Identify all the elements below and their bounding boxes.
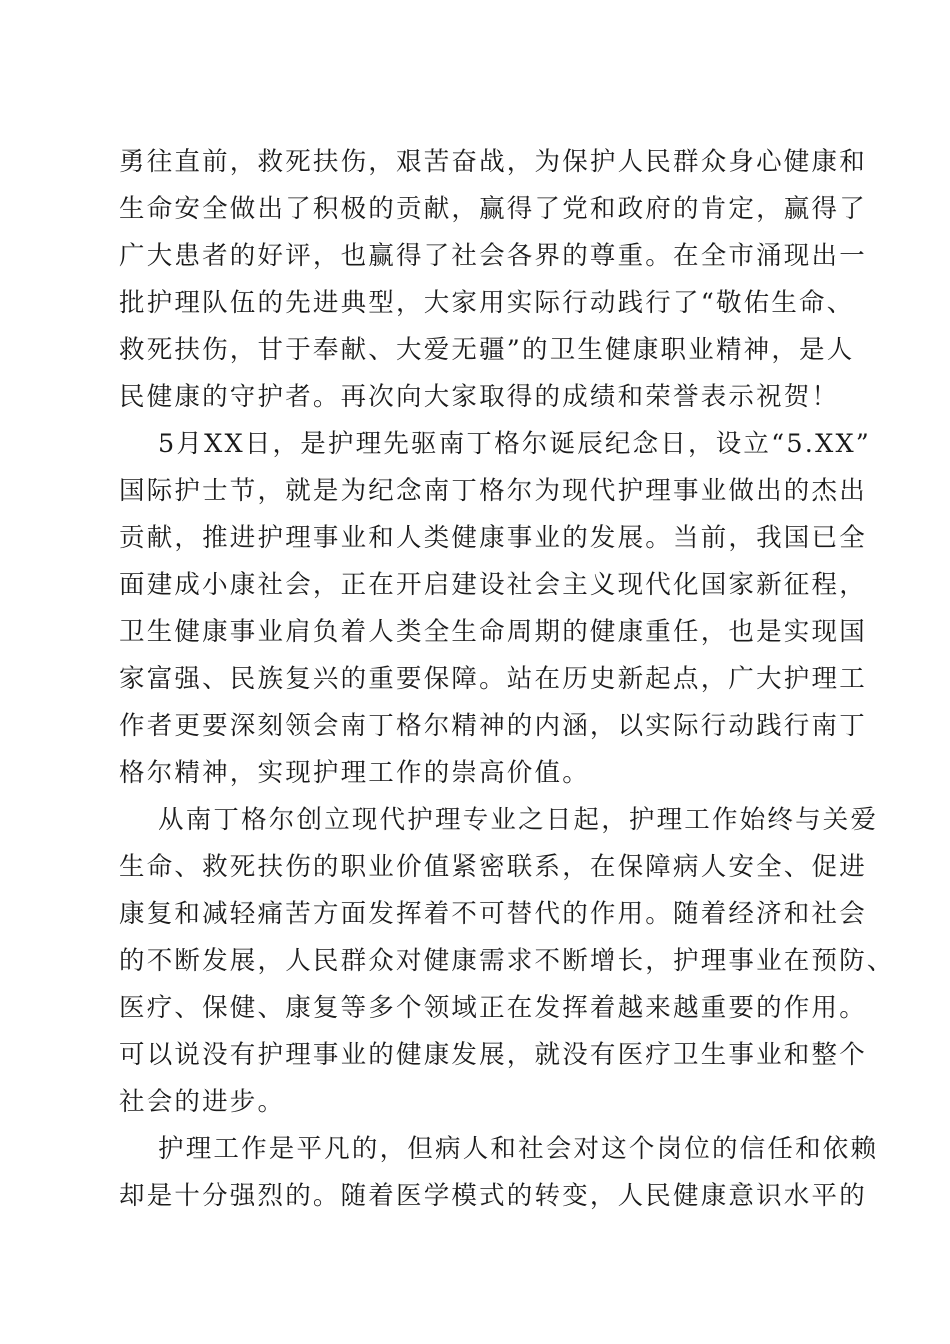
text-line: 生命、救死扶伤的职业价值紧密联系，在保障病人安全、促进 [119, 852, 867, 882]
text-line: 可以说没有护理事业的健康发展，就没有医疗卫生事业和整个 [119, 1040, 867, 1070]
text-line: 广大患者的好评，也赢得了社会各界的尊重。在全市涌现出一 [119, 241, 867, 271]
text-line: 面建成小康社会，正在开启建设社会主义现代化国家新征程， [119, 570, 867, 600]
text-line: 生命安全做出了积极的贡献，赢得了党和政府的肯定，赢得了 [119, 194, 867, 224]
text-line: 康复和减轻痛苦方面发挥着不可替代的作用。随着经济和社会 [119, 899, 867, 929]
text-line: 护理工作是平凡的，但病人和社会对这个岗位的信任和依赖 [158, 1134, 879, 1164]
text-line: 从南丁格尔创立现代护理专业之日起，护理工作始终与关爱 [158, 805, 879, 835]
text-line: 家富强、民族复兴的重要保障。站在历史新起点，广大护理工 [119, 664, 867, 694]
text-line: 批护理队伍的先进典型，大家用实际行动践行了“敬佑生命、 [119, 288, 855, 318]
text-line: 救死扶伤，甘于奉献、大爱无疆”的卫生健康职业精神，是人 [119, 335, 855, 365]
text-line: 的不断发展，人民群众对健康需求不断增长，护理事业在预防、 [119, 946, 895, 976]
text-line: 作者更要深刻领会南丁格尔精神的内涵，以实际行动践行南丁 [119, 711, 867, 741]
text-line: 国际护士节，就是为纪念南丁格尔为现代护理事业做出的杰出 [119, 476, 867, 506]
text-line: 卫生健康事业肩负着人类全生命周期的健康重任，也是实现国 [119, 617, 867, 647]
text-line: 民健康的守护者。再次向大家取得的成绩和荣誉表示祝贺！ [119, 382, 840, 412]
text-line: 社会的进步。 [119, 1087, 286, 1117]
text-line: 勇往直前，救死扶伤，艰苦奋战，为保护人民群众身心健康和 [119, 147, 867, 177]
text-line: 5月XX日，是护理先驱南丁格尔诞辰纪念日，设立“5.XX” [158, 429, 872, 459]
text-line: 格尔精神，实现护理工作的崇高价值。 [119, 758, 590, 788]
text-line: 医疗、保健、康复等多个领域正在发挥着越来越重要的作用。 [119, 993, 867, 1023]
text-line: 贡献，推进护理事业和人类健康事业的发展。当前，我国已全 [119, 523, 867, 553]
text-line: 却是十分强烈的。随着医学模式的转变，人民健康意识水平的 [119, 1181, 867, 1211]
